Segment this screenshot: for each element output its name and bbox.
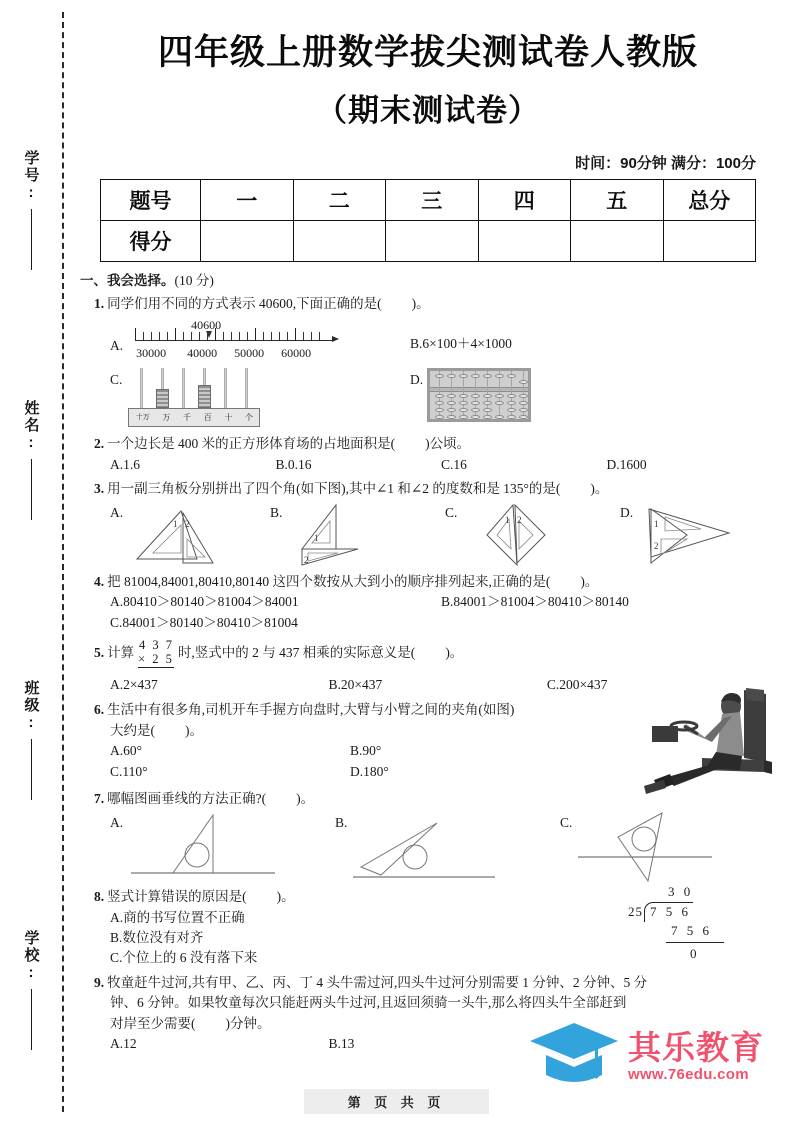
question-text-tail: )。 bbox=[445, 645, 464, 661]
option-text: B.6×100＋4×1000 bbox=[410, 336, 512, 352]
question-number: 1. bbox=[94, 295, 105, 311]
angle-label: 1 bbox=[314, 532, 319, 543]
score-col-header: 三 bbox=[386, 180, 479, 221]
division-rule bbox=[666, 942, 724, 943]
place-label: 千 bbox=[183, 412, 192, 422]
question-7 bbox=[94, 789, 772, 883]
page-title: 四年级上册数学拔尖测试卷人教版 bbox=[157, 33, 698, 72]
triangle-set-figure-c bbox=[459, 501, 569, 569]
abacus-beam bbox=[430, 387, 528, 392]
score-table bbox=[100, 179, 756, 262]
option-c[interactable]: C.110° bbox=[110, 763, 148, 779]
question-options bbox=[110, 455, 772, 475]
number-line-arrow-icon bbox=[332, 336, 339, 342]
question-8 bbox=[94, 883, 772, 969]
division-divisor: 25 bbox=[628, 903, 643, 919]
question-stem bbox=[94, 639, 772, 669]
q7-option-a[interactable] bbox=[110, 811, 335, 883]
question-text-tail: )。 bbox=[590, 480, 609, 496]
option-b[interactable]: B.84001＞81004＞80410＞80140 bbox=[441, 594, 629, 610]
place-label: 十 bbox=[224, 412, 233, 422]
question-stem bbox=[94, 700, 659, 721]
option-c[interactable]: C.个位上的 6 没有落下来 bbox=[110, 950, 258, 966]
margin-field-label: 姓名: bbox=[22, 400, 40, 453]
margin-field-banji bbox=[0, 680, 62, 800]
exam-meta: 时间：90分钟 满分：100分 bbox=[575, 155, 756, 173]
option-a[interactable]: A.2×437 bbox=[110, 676, 158, 692]
question-text-tail: )分钟。 bbox=[225, 1015, 271, 1031]
q7-figures bbox=[110, 811, 772, 883]
vmul-top: 4 3 7 bbox=[138, 637, 174, 652]
question-stem bbox=[94, 434, 772, 455]
score-cell[interactable] bbox=[386, 221, 479, 262]
score-cell[interactable] bbox=[293, 221, 386, 262]
question-text-tail: )。 bbox=[185, 723, 203, 739]
question-text: 一个边长是 400 米的正方形体育场的占地面积是( bbox=[107, 436, 396, 452]
question-stem bbox=[94, 572, 772, 593]
score-col-header: 一 bbox=[201, 180, 294, 221]
score-cell[interactable] bbox=[571, 221, 664, 262]
perpendicular-figure-b bbox=[349, 811, 519, 883]
question-1 bbox=[94, 294, 772, 431]
score-row-label: 题号 bbox=[101, 180, 201, 221]
number-line-figure bbox=[129, 316, 344, 370]
option-b[interactable]: B.数位没有对齐 bbox=[110, 930, 204, 945]
number-line-axis bbox=[135, 340, 333, 341]
exam-sheet bbox=[78, 0, 778, 1122]
triangle-set-figure-d bbox=[635, 501, 745, 569]
place-label: 十万 bbox=[135, 414, 150, 422]
driver-in-car-seat-icon bbox=[640, 686, 780, 794]
question-stem bbox=[94, 789, 772, 810]
option-a[interactable]: A.60° bbox=[110, 743, 143, 759]
option-b[interactable]: B.20×437 bbox=[328, 676, 383, 692]
q3-option-d[interactable] bbox=[620, 501, 770, 569]
division-subtrahend: 7 5 6 bbox=[671, 922, 712, 938]
score-col-header: 总分 bbox=[663, 180, 756, 221]
option-c[interactable]: C.16 bbox=[441, 457, 467, 473]
place-value-counter-figure bbox=[128, 368, 260, 430]
option-label: D. bbox=[620, 504, 634, 520]
number-line-value: 40600 bbox=[191, 318, 222, 333]
option-d[interactable]: D.180° bbox=[350, 763, 389, 779]
question-text-mid: 时,竖式中的 2 与 437 相乘的实际意义是( bbox=[177, 645, 416, 661]
question-stem bbox=[94, 973, 772, 994]
triangle-set-figure-a bbox=[125, 501, 235, 569]
q3-figures bbox=[110, 501, 772, 569]
question-number: 9. bbox=[94, 974, 105, 990]
q1-option-c[interactable] bbox=[110, 368, 410, 430]
q1-option-d[interactable] bbox=[410, 368, 531, 430]
question-number: 8. bbox=[94, 888, 105, 904]
question-text-tail: )。 bbox=[580, 573, 599, 589]
logo-brand-cn: 其乐教育 bbox=[628, 1029, 764, 1066]
q7-option-b[interactable] bbox=[335, 811, 560, 883]
q3-option-a[interactable] bbox=[110, 501, 270, 569]
abacus-figure bbox=[427, 368, 531, 422]
question-text: 竖式计算错误的原因是( bbox=[107, 888, 247, 904]
option-label: C. bbox=[110, 372, 123, 388]
score-col-header: 四 bbox=[478, 180, 571, 221]
score-col-header: 五 bbox=[571, 180, 664, 221]
question-text: 同学们用不同的方式表示 40600,下面正确的是( bbox=[107, 295, 382, 311]
angle-label: 2 bbox=[517, 514, 522, 525]
margin-field-label: 学号: bbox=[22, 150, 40, 203]
question-options-row2 bbox=[110, 613, 772, 633]
question-options-row2 bbox=[110, 762, 590, 782]
question-text-tail: )。 bbox=[296, 790, 315, 806]
division-remainder: 0 bbox=[690, 946, 700, 962]
page-subtitle: （期末测试卷） bbox=[316, 93, 540, 129]
margin-field-label: 学校: bbox=[22, 930, 40, 983]
question-text-tail: )。 bbox=[276, 888, 295, 904]
division-quotient: 3 0 bbox=[668, 883, 694, 899]
option-label: A. bbox=[110, 338, 124, 354]
option-b[interactable]: B.0.16 bbox=[275, 457, 312, 473]
question-text-cont: 大约是( bbox=[110, 723, 155, 739]
place-label: 百 bbox=[203, 412, 212, 422]
site-logo[interactable] bbox=[526, 1019, 764, 1094]
page-number-text: 第 页 共 页 bbox=[304, 1089, 490, 1114]
question-number: 3. bbox=[94, 480, 105, 496]
section-heading bbox=[80, 271, 772, 291]
question-number: 5. bbox=[94, 645, 105, 661]
q3-option-c[interactable] bbox=[445, 501, 620, 569]
questions-area bbox=[80, 271, 772, 1054]
option-label: D. bbox=[410, 372, 424, 388]
driver-illustration bbox=[640, 686, 780, 800]
answer-sheet-margin bbox=[0, 0, 64, 1122]
angle-label: 1 bbox=[173, 518, 178, 529]
margin-field-xuexiao bbox=[0, 930, 62, 1050]
question-number: 7. bbox=[94, 790, 105, 806]
counter-beads bbox=[198, 385, 211, 408]
number-line-tick-label: 40000 bbox=[187, 346, 218, 361]
option-a[interactable]: A.80410＞80140＞81004＞84001 bbox=[110, 594, 299, 610]
question-text: 把 81004,84001,80410,80140 这四个数按从大到小的顺序排列起来,正确的是( bbox=[107, 573, 551, 589]
margin-field-label: 班级: bbox=[22, 680, 40, 733]
score-cell[interactable] bbox=[201, 221, 294, 262]
margin-field-xuehao bbox=[0, 150, 62, 270]
tear-line bbox=[62, 12, 64, 1112]
question-text: 牧童赶牛过河,共有甲、乙、丙、丁 4 头牛需过河,四头牛过河分别需要 1 分钟、2 分钟、5 分 bbox=[107, 974, 648, 990]
option-a[interactable]: A.1.6 bbox=[110, 457, 140, 473]
triangle-set-figure-b bbox=[284, 501, 396, 569]
score-cell[interactable] bbox=[663, 221, 756, 262]
q1-options-row-cd bbox=[110, 368, 772, 430]
perpendicular-figure-c bbox=[574, 811, 744, 883]
question-text-tail: )。 bbox=[411, 295, 430, 311]
question-number: 4. bbox=[94, 573, 105, 589]
angle-label: 2 bbox=[304, 554, 309, 565]
option-label: B. bbox=[335, 814, 348, 830]
question-number: 6. bbox=[94, 702, 105, 718]
number-line-tick-label: 50000 bbox=[234, 346, 265, 361]
option-label: A. bbox=[110, 504, 124, 520]
graduation-cap-icon bbox=[526, 1019, 622, 1094]
place-label: 个 bbox=[245, 412, 253, 422]
question-3 bbox=[94, 479, 772, 569]
margin-field-rule bbox=[31, 459, 32, 520]
q7-option-c[interactable] bbox=[560, 811, 770, 883]
question-stem bbox=[94, 479, 772, 500]
vertical-multiplication-figure bbox=[138, 638, 174, 668]
option-b[interactable]: B.13 bbox=[328, 1035, 355, 1051]
option-label: C. bbox=[445, 504, 458, 520]
margin-field-rule bbox=[31, 209, 32, 270]
option-label: B. bbox=[270, 504, 283, 520]
option-c[interactable]: C.200×437 bbox=[546, 676, 608, 692]
counter-base bbox=[128, 408, 260, 427]
perpendicular-figure-a bbox=[125, 811, 295, 883]
section-heading-text: 一、我会选择。 bbox=[80, 273, 175, 289]
margin-field-rule bbox=[31, 989, 32, 1050]
question-number: 2. bbox=[94, 436, 105, 452]
question-stem bbox=[94, 294, 772, 315]
option-label: C. bbox=[560, 814, 573, 830]
angle-label: 2 bbox=[185, 518, 190, 529]
score-row-label: 得分 bbox=[101, 221, 201, 262]
question-text-tail: )公顷。 bbox=[425, 436, 471, 452]
counter-beads bbox=[156, 389, 169, 408]
question-6 bbox=[94, 700, 772, 782]
number-line-tick-label: 30000 bbox=[136, 346, 167, 361]
place-label: 万 bbox=[162, 412, 171, 422]
question-text: 生活中有很多角,司机开车手握方向盘时,大臂与小臂之间的夹角(如图) bbox=[107, 702, 515, 718]
option-c[interactable]: C.84001＞80140＞80410＞81004 bbox=[110, 614, 298, 630]
logo-text bbox=[628, 1031, 764, 1082]
score-cell[interactable] bbox=[478, 221, 571, 262]
question-2 bbox=[94, 434, 772, 475]
vmul-bottom: × 2 5 bbox=[138, 651, 174, 666]
option-a[interactable]: A.12 bbox=[110, 1035, 137, 1051]
margin-field-xingming bbox=[0, 400, 62, 520]
number-line-tick-label: 60000 bbox=[281, 346, 312, 361]
question-text-cont: 对岸至少需要( bbox=[110, 1015, 196, 1031]
question-options bbox=[110, 592, 772, 612]
option-a[interactable]: A.商的书写位置不正确 bbox=[110, 909, 245, 925]
long-division-figure bbox=[628, 883, 724, 964]
q1-option-b[interactable] bbox=[410, 316, 512, 370]
option-d[interactable]: D.1600 bbox=[606, 457, 647, 473]
option-b[interactable]: B.90° bbox=[350, 743, 382, 759]
angle-label: 1 bbox=[654, 518, 659, 529]
angle-label: 1 bbox=[505, 514, 510, 525]
question-options-row1 bbox=[110, 741, 590, 761]
question-4 bbox=[94, 572, 772, 633]
page-footer bbox=[0, 1089, 793, 1114]
table-row bbox=[101, 180, 756, 221]
score-col-header: 二 bbox=[293, 180, 386, 221]
question-text: 用一副三角板分别拼出了四个角(如下图),其中∠1 和∠2 的度数和是 135°的是( bbox=[107, 480, 561, 496]
question-stem-line2 bbox=[110, 993, 772, 1013]
margin-field-rule bbox=[31, 739, 32, 800]
table-row bbox=[101, 221, 756, 262]
q3-option-b[interactable] bbox=[270, 501, 445, 569]
question-text-cont: 钟、6 分钟。如果牧童每次只能赶两头牛过河,且返回须骑一头牛,那么将四头牛全部赶到 bbox=[110, 995, 627, 1011]
logo-url: www.76edu.com bbox=[628, 1066, 749, 1083]
division-bracket-row bbox=[628, 902, 724, 922]
q1-options-row-ab bbox=[110, 316, 772, 370]
q1-option-a[interactable] bbox=[110, 316, 410, 370]
question-text: 哪幅图画垂线的方法正确?( bbox=[107, 790, 267, 806]
option-label: A. bbox=[110, 814, 124, 830]
angle-label: 2 bbox=[654, 540, 659, 551]
section-points: (10 分) bbox=[174, 273, 214, 289]
question-text: 计算 bbox=[107, 645, 135, 661]
division-dividend: 7 5 6 bbox=[644, 902, 693, 922]
